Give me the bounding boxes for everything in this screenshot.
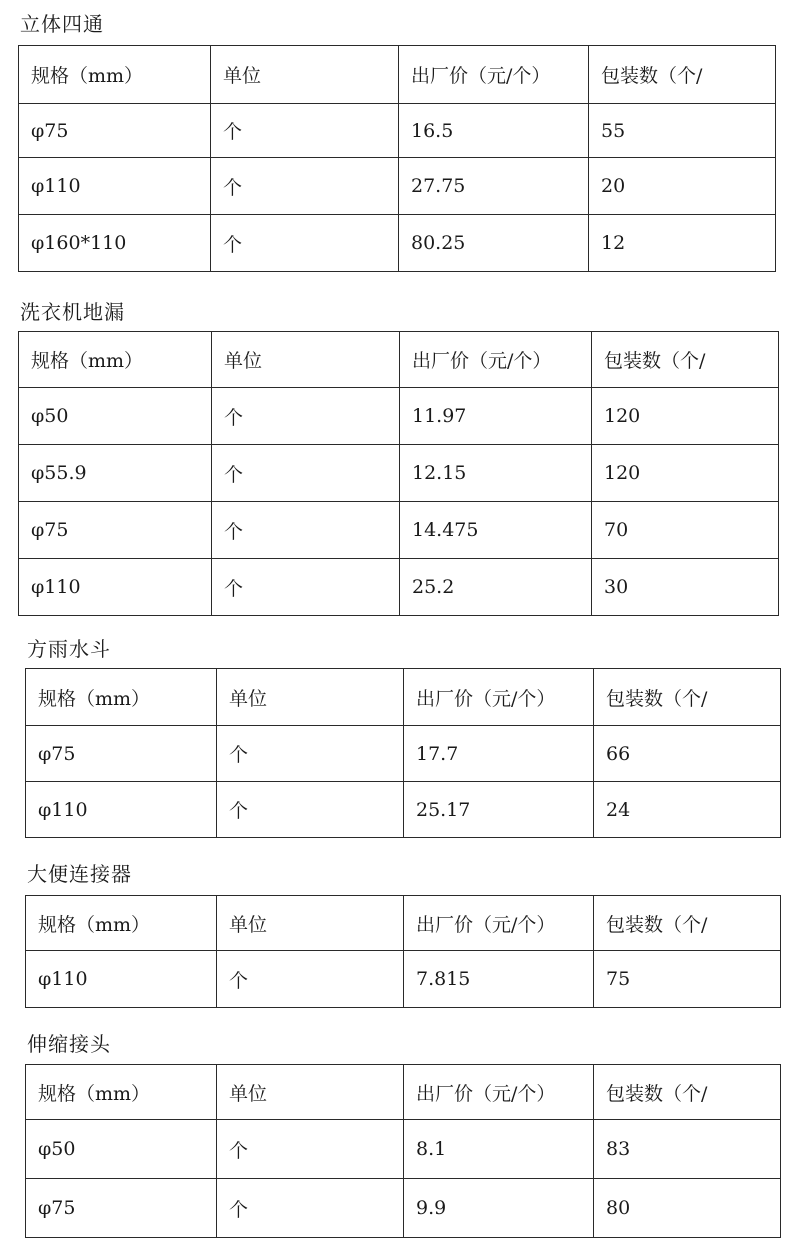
- cell-unit: 个: [212, 445, 400, 502]
- table-row: [26, 726, 781, 782]
- cell-unit: 个: [211, 158, 399, 215]
- cell-spec: φ75: [19, 104, 211, 158]
- cell-pack: 55: [589, 104, 776, 158]
- table-row: [26, 951, 781, 1008]
- header-cell-unit: 单位: [217, 896, 404, 951]
- section-title: 洗衣机地漏: [20, 300, 125, 324]
- header-cell-price: 出厂价（元/个）: [399, 46, 589, 104]
- cell-price: 27.75: [399, 158, 589, 215]
- cell-price: 25.17: [404, 782, 594, 838]
- table-row: [19, 215, 776, 272]
- header-cell-price: 出厂价（元/个）: [404, 669, 594, 726]
- cell-pack: 80: [594, 1179, 781, 1238]
- header-cell-spec: 规格（mm）: [26, 669, 217, 726]
- cell-unit: 个: [212, 502, 400, 559]
- table-header-row: [26, 896, 781, 951]
- cell-pack: 75: [594, 951, 781, 1008]
- cell-price: 80.25: [399, 215, 589, 272]
- cell-price: 11.97: [400, 388, 592, 445]
- cell-unit: 个: [211, 104, 399, 158]
- cell-unit: 个: [217, 1120, 404, 1179]
- section-title: 大便连接器: [27, 862, 132, 886]
- table-row: [19, 559, 779, 616]
- cell-unit: 个: [211, 215, 399, 272]
- cell-price: 8.1: [404, 1120, 594, 1179]
- section-title: 立体四通: [20, 12, 104, 36]
- table-row: [26, 1120, 781, 1179]
- header-cell-pack: 包装数（个/: [589, 46, 776, 104]
- header-cell-spec: 规格（mm）: [26, 1065, 217, 1120]
- cell-price: 12.15: [400, 445, 592, 502]
- table-header-row: [26, 669, 781, 726]
- cell-price: 14.475: [400, 502, 592, 559]
- cell-price: 16.5: [399, 104, 589, 158]
- cell-unit: 个: [217, 782, 404, 838]
- cell-unit: 个: [217, 726, 404, 782]
- table-header-row: [19, 332, 779, 388]
- cell-unit: 个: [212, 388, 400, 445]
- section-title: 方雨水斗: [27, 637, 111, 661]
- table-header-row: [26, 1065, 781, 1120]
- price-table: [25, 668, 781, 838]
- table-row: [19, 502, 779, 559]
- header-cell-price: 出厂价（元/个）: [404, 896, 594, 951]
- price-table: [25, 1064, 781, 1238]
- cell-spec: φ110: [26, 951, 217, 1008]
- table-row: [26, 1179, 781, 1238]
- price-table: [18, 45, 776, 272]
- header-cell-price: 出厂价（元/个）: [400, 332, 592, 388]
- cell-pack: 30: [592, 559, 779, 616]
- cell-price: 25.2: [400, 559, 592, 616]
- header-cell-price: 出厂价（元/个）: [404, 1065, 594, 1120]
- table-row: [19, 158, 776, 215]
- cell-spec: φ75: [26, 1179, 217, 1238]
- table-header-row: [19, 46, 776, 104]
- cell-price: 9.9: [404, 1179, 594, 1238]
- cell-spec: φ75: [26, 726, 217, 782]
- cell-spec: φ50: [26, 1120, 217, 1179]
- header-cell-unit: 单位: [217, 669, 404, 726]
- section-title: 伸缩接头: [27, 1032, 111, 1056]
- header-cell-pack: 包装数（个/: [594, 1065, 781, 1120]
- cell-unit: 个: [217, 951, 404, 1008]
- cell-pack: 70: [592, 502, 779, 559]
- cell-pack: 120: [592, 445, 779, 502]
- table-row: [19, 104, 776, 158]
- cell-pack: 83: [594, 1120, 781, 1179]
- cell-pack: 66: [594, 726, 781, 782]
- price-table: [18, 331, 779, 616]
- cell-pack: 12: [589, 215, 776, 272]
- cell-spec: φ160*110: [19, 215, 211, 272]
- header-cell-spec: 规格（mm）: [26, 896, 217, 951]
- cell-spec: φ110: [26, 782, 217, 838]
- cell-spec: φ75: [19, 502, 212, 559]
- price-table: [25, 895, 781, 1008]
- header-cell-spec: 规格（mm）: [19, 46, 211, 104]
- cell-pack: 20: [589, 158, 776, 215]
- cell-spec: φ55.9: [19, 445, 212, 502]
- cell-unit: 个: [212, 559, 400, 616]
- cell-pack: 120: [592, 388, 779, 445]
- header-cell-unit: 单位: [217, 1065, 404, 1120]
- table-row: [19, 388, 779, 445]
- cell-spec: φ50: [19, 388, 212, 445]
- cell-price: 7.815: [404, 951, 594, 1008]
- header-cell-pack: 包装数（个/: [594, 669, 781, 726]
- header-cell-pack: 包装数（个/: [594, 896, 781, 951]
- cell-spec: φ110: [19, 559, 212, 616]
- cell-pack: 24: [594, 782, 781, 838]
- table-row: [26, 782, 781, 838]
- cell-unit: 个: [217, 1179, 404, 1238]
- cell-spec: φ110: [19, 158, 211, 215]
- table-row: [19, 445, 779, 502]
- header-cell-pack: 包装数（个/: [592, 332, 779, 388]
- header-cell-spec: 规格（mm）: [19, 332, 212, 388]
- header-cell-unit: 单位: [211, 46, 399, 104]
- header-cell-unit: 单位: [212, 332, 400, 388]
- cell-price: 17.7: [404, 726, 594, 782]
